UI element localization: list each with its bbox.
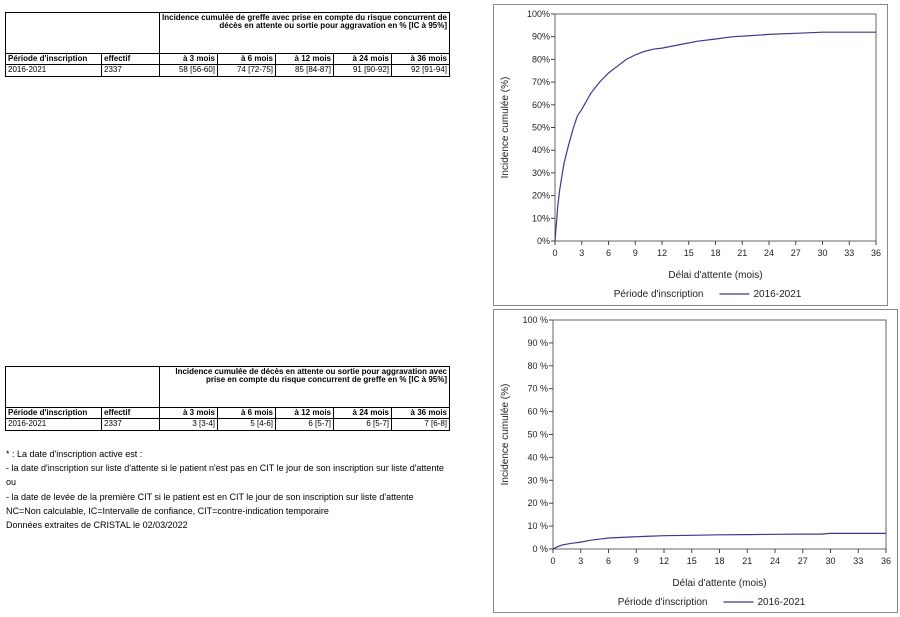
y-tick-label: 100% bbox=[526, 9, 550, 19]
x-tick-label: 30 bbox=[825, 556, 836, 566]
legend-title: Période d'inscription bbox=[617, 597, 708, 608]
plot-area bbox=[553, 320, 886, 549]
column-header: à 6 mois bbox=[218, 54, 276, 65]
x-tick-label: 6 bbox=[605, 556, 612, 566]
column-header: Période d'inscription bbox=[6, 54, 102, 65]
y-tick-label: 10% bbox=[531, 213, 550, 224]
x-axis-label: Délai d'attente (mois) bbox=[668, 270, 763, 281]
x-tick-label: 12 bbox=[656, 248, 668, 258]
x-tick-label: 36 bbox=[870, 248, 882, 258]
table-cell: 2337 bbox=[102, 419, 160, 430]
x-tick-label: 27 bbox=[790, 248, 801, 258]
y-tick-label: 70% bbox=[531, 77, 550, 88]
table-corner bbox=[6, 13, 160, 54]
death-incidence-chart-frame bbox=[493, 309, 898, 613]
table-header: Incidence cumulée de décès en attente ou sortie pour aggravation avec prise en compte du risque concurrent de greffe en % [IC à 95%] bbox=[160, 367, 450, 408]
x-tick-label: 30 bbox=[817, 248, 828, 258]
footnotes bbox=[6, 447, 486, 532]
table-cell: 2337 bbox=[102, 65, 160, 76]
y-tick-label: 30 % bbox=[527, 475, 548, 486]
x-axis-label: Délai d'attente (mois) bbox=[672, 578, 767, 589]
x-tick-label: 15 bbox=[683, 248, 694, 258]
footnote-line: - la date de levée de la première CIT si le patient est en CIT le jour de son inscription sur liste d'attente bbox=[6, 491, 414, 502]
column-header: à 36 mois bbox=[392, 408, 450, 419]
legend-entry: 2016-2021 bbox=[757, 597, 806, 608]
y-axis-label: Incidence cumulée (%) bbox=[500, 383, 511, 486]
table-cell: 58 [56-60] bbox=[160, 65, 218, 76]
death-incidence-table bbox=[5, 366, 450, 431]
y-tick-label: 80 % bbox=[527, 360, 548, 371]
column-header: à 36 mois bbox=[392, 54, 450, 65]
x-tick-label: 21 bbox=[742, 556, 753, 566]
y-tick-label: 20 % bbox=[527, 498, 548, 509]
x-tick-label: 36 bbox=[880, 556, 892, 566]
x-tick-label: 24 bbox=[763, 248, 775, 258]
column-header: effectif bbox=[102, 408, 160, 419]
footnote-line: * : La date d'inscription active est : bbox=[6, 449, 143, 459]
y-tick-label: 70 % bbox=[527, 383, 548, 394]
x-tick-label: 9 bbox=[632, 248, 638, 258]
table-cell: 74 [72-75] bbox=[218, 65, 276, 76]
table-row bbox=[6, 65, 450, 76]
graft-incidence-chart-frame bbox=[493, 4, 888, 306]
column-header: à 3 mois bbox=[160, 408, 218, 419]
legend-title: Période d'inscription bbox=[613, 289, 704, 300]
footnote-line: Données extraites de CRISTAL le 02/03/2022 bbox=[6, 520, 188, 531]
column-header: effectif bbox=[102, 54, 160, 65]
series-line bbox=[553, 533, 886, 549]
table-cell: 92 [91-94] bbox=[392, 65, 450, 76]
legend-entry: 2016-2021 bbox=[753, 289, 802, 300]
x-tick-label: 18 bbox=[714, 556, 725, 566]
table-row bbox=[6, 419, 450, 430]
footnote-line: NC=Non calculable, IC=Intervalle de confiance, CIT=contre-indication temporaire bbox=[6, 505, 329, 516]
y-tick-label: 40% bbox=[531, 145, 550, 156]
y-tick-label: 0% bbox=[536, 236, 550, 246]
table-cell: 2016-2021 bbox=[6, 419, 102, 430]
footnote-line: ou bbox=[6, 477, 17, 488]
x-tick-label: 33 bbox=[853, 556, 864, 566]
y-tick-label: 60% bbox=[531, 99, 550, 110]
x-tick-label: 21 bbox=[737, 248, 748, 258]
series-line bbox=[555, 32, 876, 241]
footnote-line: - la date d'inscription sur liste d'attente si le patient n'est pas en CIT le jour de son inscription sur liste d'attente bbox=[6, 463, 444, 474]
y-tick-label: 90% bbox=[531, 31, 550, 42]
x-tick-label: 0 bbox=[552, 248, 558, 258]
y-axis-label: Incidence cumulée (%) bbox=[500, 76, 511, 179]
table-cell: 85 [84-87] bbox=[276, 65, 334, 76]
column-header: à 12 mois bbox=[276, 54, 334, 65]
y-tick-label: 10 % bbox=[527, 521, 548, 532]
graft-incidence-table bbox=[5, 12, 450, 77]
y-tick-label: 100 % bbox=[522, 315, 548, 325]
column-header: à 24 mois bbox=[334, 54, 392, 65]
table-cell: 2016-2021 bbox=[6, 65, 102, 76]
y-tick-label: 30% bbox=[531, 167, 550, 178]
column-header: à 24 mois bbox=[334, 408, 392, 419]
column-header: Période d'inscription bbox=[6, 408, 102, 419]
x-tick-label: 6 bbox=[605, 248, 612, 258]
x-tick-label: 24 bbox=[769, 556, 781, 566]
y-tick-label: 80% bbox=[531, 54, 550, 65]
table-corner bbox=[6, 367, 160, 408]
table-cell: 91 [90-92] bbox=[334, 65, 392, 76]
table-cell: 6 [5-7] bbox=[276, 419, 334, 430]
column-header: à 6 mois bbox=[218, 408, 276, 419]
plot-area bbox=[555, 14, 876, 241]
y-tick-label: 50 % bbox=[527, 429, 548, 440]
column-header: à 12 mois bbox=[276, 408, 334, 419]
y-tick-label: 0 % bbox=[532, 544, 548, 554]
table-cell: 5 [4-6] bbox=[218, 419, 276, 430]
x-tick-label: 27 bbox=[797, 556, 808, 566]
y-tick-label: 20% bbox=[531, 190, 550, 201]
x-tick-label: 3 bbox=[578, 556, 584, 566]
x-tick-label: 9 bbox=[633, 556, 639, 566]
table-header: Incidence cumulée de greffe avec prise en compte du risque concurrent de décès en attente ou sortie pour aggravation en % [IC à 95%] bbox=[160, 13, 450, 54]
y-tick-label: 60 % bbox=[527, 406, 548, 417]
graft-incidence-chart bbox=[494, 5, 887, 305]
x-tick-label: 3 bbox=[579, 248, 585, 258]
x-tick-label: 0 bbox=[550, 556, 556, 566]
x-tick-label: 12 bbox=[658, 556, 670, 566]
x-tick-label: 33 bbox=[844, 248, 855, 258]
y-tick-label: 40 % bbox=[527, 452, 548, 463]
table-cell: 3 [3-4] bbox=[160, 419, 218, 430]
x-tick-label: 18 bbox=[710, 248, 721, 258]
y-tick-label: 50% bbox=[531, 122, 550, 133]
x-tick-label: 15 bbox=[686, 556, 697, 566]
table-cell: 7 [6-8] bbox=[392, 419, 450, 430]
y-tick-label: 90 % bbox=[527, 337, 548, 348]
table-cell: 6 [5-7] bbox=[334, 419, 392, 430]
column-header: à 3 mois bbox=[160, 54, 218, 65]
death-incidence-chart bbox=[494, 310, 897, 612]
